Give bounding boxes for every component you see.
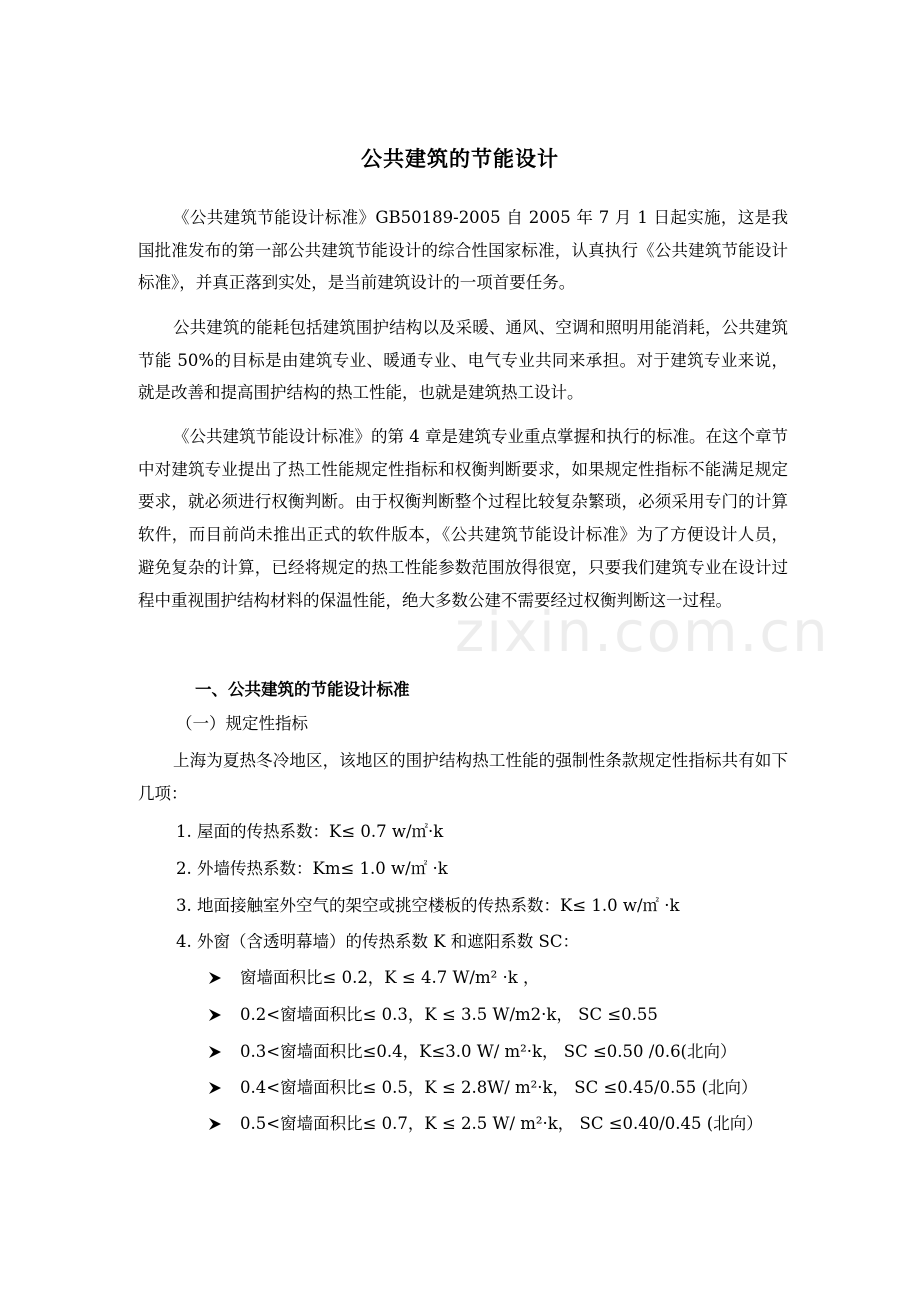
bullet-text: 0.2<窗墙面积比≤ 0.3，K ≤ 3.5 W/m2·k， SC ≤0.55 bbox=[240, 1005, 658, 1024]
arrow-bullet-icon bbox=[208, 1117, 222, 1131]
section-heading: 一、公共建筑的节能设计标准 bbox=[195, 680, 410, 699]
list-item: 3. 地面接触室外空气的架空或挑空楼板的传热系数：K≤ 1.0 w/㎡ ·k bbox=[176, 896, 680, 915]
bullet-item bbox=[208, 966, 539, 990]
bullet-text: 0.3<窗墙面积比≤0.4，K≤3.0 W/ m²·k， SC ≤0.50 /0.6(北向） bbox=[240, 1042, 737, 1061]
watermark: zixin.com.cn bbox=[455, 600, 830, 665]
bullet-text: 0.4<窗墙面积比≤ 0.5，K ≤ 2.8W/ m²·k， SC ≤0.45/0.55 (北向） bbox=[240, 1078, 758, 1097]
bullet-item bbox=[208, 1112, 763, 1136]
paragraph-1: 《公共建筑节能设计标准》GB50189-2005 自 2005 年 7 月 1 日起实施，这是我国批准发布的第一部公共建筑节能设计的综合性国家标准，认真执行《公共建筑节能设计标准》，并真正落到实处，是当前建筑设计的一项首要任务。 bbox=[138, 208, 788, 293]
list-item: 4. 外窗（含透明幕墙）的传热系数 K 和遮阳系数 SC： bbox=[176, 932, 579, 951]
list-item: 2. 外墙传热系数：Km≤ 1.0 w/㎡ ·k bbox=[176, 859, 448, 878]
list-item: 1. 屋面的传热系数：K≤ 0.7 w/㎡·k bbox=[176, 822, 444, 841]
arrow-bullet-icon bbox=[208, 1081, 222, 1095]
bullet-item bbox=[208, 1040, 737, 1064]
subsection-heading: （一）规定性指标 bbox=[176, 714, 308, 733]
arrow-bullet-icon bbox=[208, 1008, 222, 1022]
paragraph-3: 《公共建筑节能设计标准》的第 4 章是建筑专业重点掌握和执行的标准。在这个章节中对建筑专业提出了热工性能规定性指标和权衡判断要求，如果规定性指标不能满足规定要求，就必须进行权衡判断。由于权衡判断整个过程比较复杂繁琐，必须采用专门的计算软件，而目前尚未推出正式的软件版本，《公共建筑节能设计标准》为了方便设计人员，避免复杂的计算，已经将规定的热工性能参数范围放得很宽，只要我们建筑专业在设计过程中重视围护结构材料的保温性能，绝大多数公建不需要经过权衡判断这一过程。 bbox=[138, 427, 788, 610]
intro-paragraph: 上海为夏热冬冷地区，该地区的围护结构热工性能的强制性条款规定性指标共有如下几项： bbox=[138, 751, 788, 803]
bullet-item bbox=[208, 1076, 758, 1100]
bullet-text: 窗墙面积比≤ 0.2，K ≤ 4.7 W/m² ·k ， bbox=[240, 968, 540, 987]
paragraph-2: 公共建筑的能耗包括建筑围护结构以及采暖、通风、空调和照明用能消耗，公共建筑节能 50%的目标是由建筑专业、暖通专业、电气专业共同来承担。对于建筑专业来说，就是改善和提高围护结构的热工性能，也就是建筑热工设计。 bbox=[138, 318, 788, 403]
arrow-bullet-icon bbox=[208, 1045, 222, 1059]
page-title: 公共建筑的节能设计 bbox=[361, 147, 559, 171]
bullet-text: 0.5<窗墙面积比≤ 0.7，K ≤ 2.5 W/ m²·k， SC ≤0.40/0.45 (北向） bbox=[240, 1114, 763, 1133]
arrow-bullet-icon bbox=[208, 971, 222, 985]
bullet-item bbox=[208, 1003, 658, 1027]
